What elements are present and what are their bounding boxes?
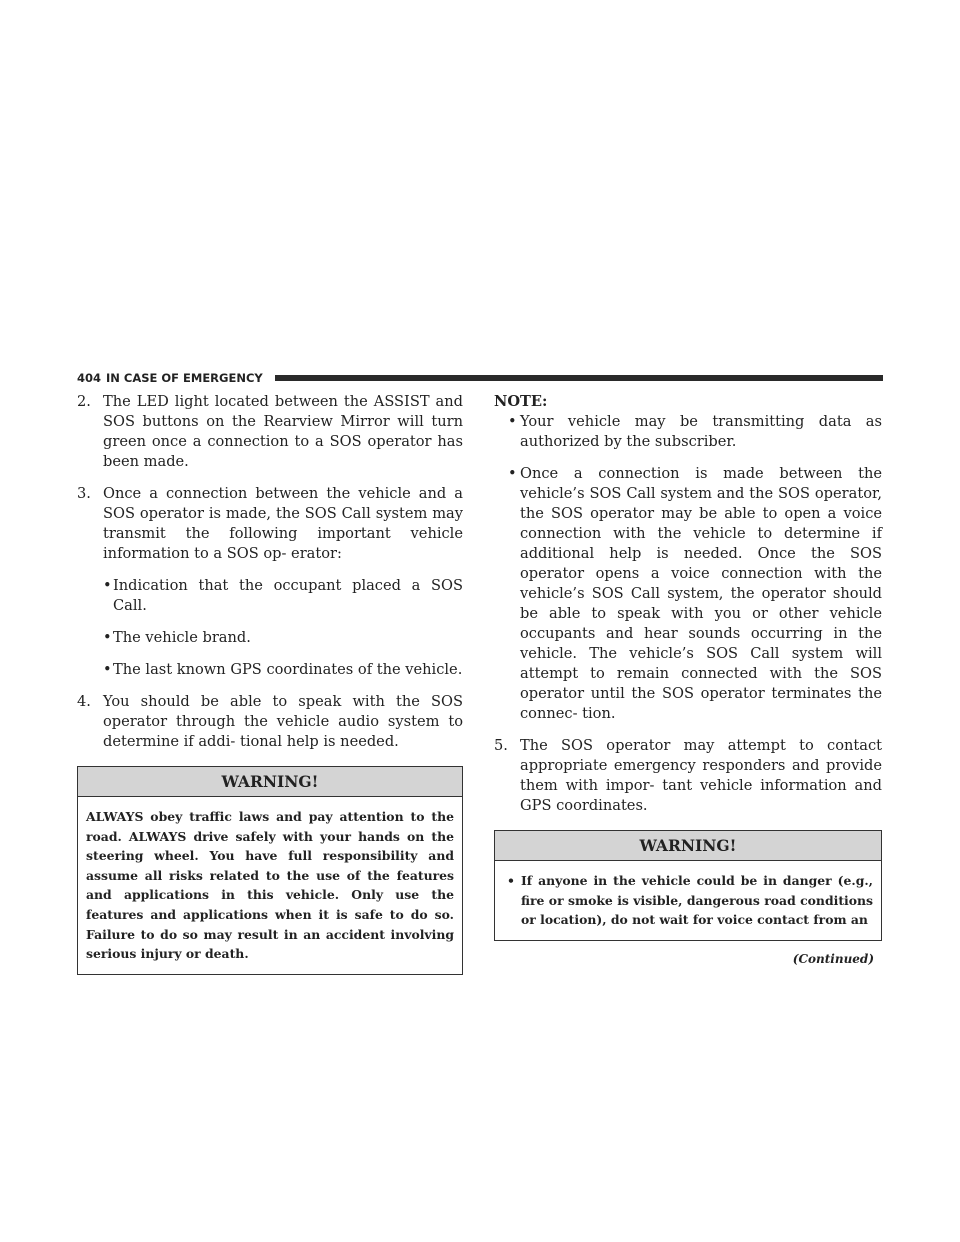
list-item: • If anyone in the vehicle could be in danger (e.g., fire or smoke is visible, dangerous road conditions or location), do not wait for voice contact from an bbox=[507, 873, 873, 928]
continued-label: (Continued) bbox=[792, 951, 874, 966]
item-text: You should be able to speak with the SOS operator through the vehicle audio system to determine if addi- tional help is needed. bbox=[103, 693, 463, 750]
bullet-icon: • bbox=[507, 873, 515, 888]
warning-title: WARNING! bbox=[78, 767, 462, 797]
numbered-item-4 bbox=[77, 692, 463, 752]
page-header bbox=[77, 370, 883, 386]
numbered-item-2 bbox=[77, 392, 463, 472]
warning-body bbox=[495, 861, 881, 940]
left-column bbox=[77, 392, 463, 975]
page-number: 404 bbox=[77, 371, 102, 385]
list-item: • Your vehicle may be transmitting data as authorized by the subscriber. bbox=[508, 413, 882, 450]
item-number: 5. bbox=[494, 737, 508, 754]
transmitted-info-list bbox=[103, 576, 463, 680]
numbered-item-3 bbox=[77, 484, 463, 680]
warning-box bbox=[494, 830, 882, 941]
list-item: • The last known GPS coordinates of the vehicle. bbox=[103, 661, 463, 678]
warning-text: ALWAYS obey traffic laws and pay attention to the road. ALWAYS drive safely with your hands on the steering wheel. You have full responsibility and assume all risks related to the use of the features and applications in this vehicle. Only use the features and applications when it is safe to do so. Failure to do so may result in an accident involving serious injury or death. bbox=[86, 809, 454, 962]
note-label: NOTE: bbox=[494, 393, 548, 410]
warning-title: WARNING! bbox=[495, 831, 881, 861]
item-text: The SOS operator may attempt to contact appropriate emergency responders and provide them with impor- tant vehicle information and GPS coordinates. bbox=[520, 737, 882, 814]
bullet-icon: • bbox=[508, 465, 517, 482]
section-title: IN CASE OF EMERGENCY bbox=[106, 371, 263, 385]
warning-box bbox=[77, 766, 463, 975]
bullet-icon: • bbox=[103, 577, 112, 594]
list-item: • The vehicle brand. bbox=[103, 629, 251, 646]
bullet-icon: • bbox=[508, 413, 517, 430]
list-item: • Once a connection is made between the vehicle’s SOS Call system and the SOS operator, the SOS operator may be able to open a voice connection with the vehicle to determine if additional help is needed. Once the SOS operator opens a voice connection with the vehicle’s SOS Call system, the operator should be able to speak with you or other vehicle occupants and hear sounds occurring in the vehicle. The vehicle’s SOS Call system will attempt to remain connected with the SOS operator until the SOS operator terminates the connec- tion. bbox=[508, 465, 882, 722]
warning-list bbox=[503, 871, 873, 930]
item-text: Once a connection between the vehicle and a SOS operator is made, the SOS Call system may transmit the following important vehicle information to a SOS op- erator: bbox=[103, 485, 463, 562]
right-column bbox=[494, 392, 882, 969]
note-list bbox=[494, 412, 882, 724]
numbered-item-5 bbox=[494, 736, 882, 816]
bullet-icon: • bbox=[103, 661, 112, 678]
item-number: 3. bbox=[77, 485, 91, 502]
bullet-icon: • bbox=[103, 629, 112, 646]
header-rule bbox=[275, 375, 883, 381]
item-number: 2. bbox=[77, 393, 91, 410]
item-text: The LED light located between the ASSIST and SOS buttons on the Rearview Mirror will turn green once a connection to a SOS operator has been made. bbox=[103, 393, 463, 470]
item-number: 4. bbox=[77, 693, 91, 710]
list-item: • Indication that the occupant placed a SOS Call. bbox=[103, 577, 463, 614]
